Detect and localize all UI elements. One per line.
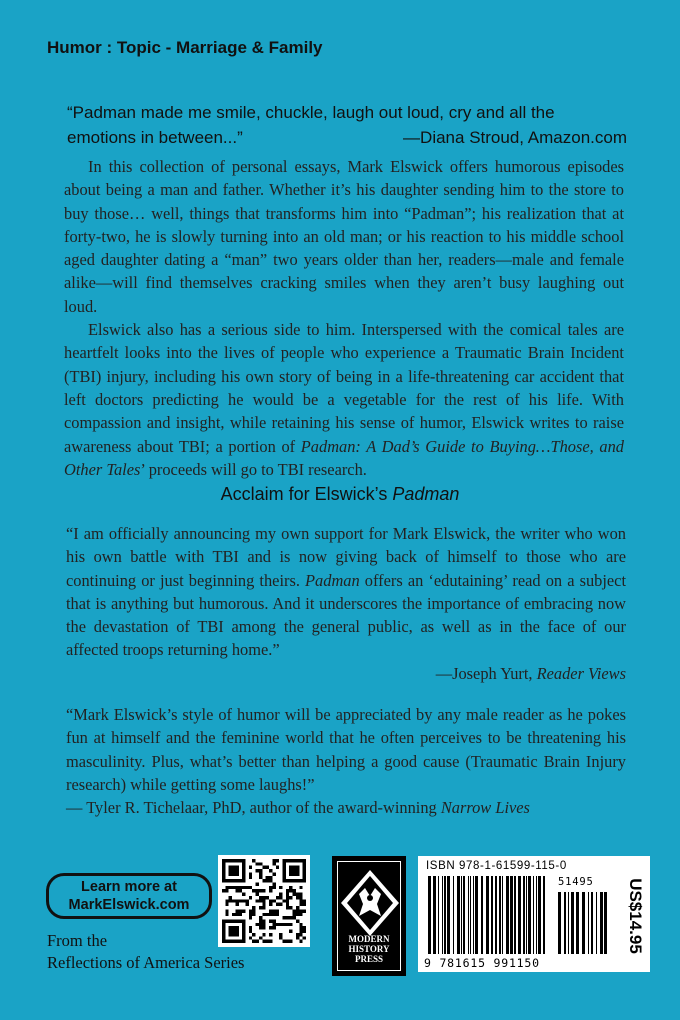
pull-quote — [67, 100, 627, 150]
review-attribution — [66, 796, 626, 819]
book-title: Padman: A Dad’s Guide to Buying…Those, and Other Tales — [64, 436, 624, 479]
publisher-logo — [332, 856, 406, 976]
description-paragraph: In this collection of personal essays, Mark Elswick offers humorous episodes about being a man and father. Whether it’s his daughter sending him to the store to buy those… well, things that transforms him into “Padman”; his realization that at forty-two, he is slowly turning into an old man; or his reaction to his middle school aged daughter dating a “man” two years older than her, readers—male and female alike—will find themselves cracking smiles when they aren’t busy laughing out loud. — [64, 157, 624, 316]
review-source: Reader Views — [536, 663, 626, 683]
acclaim-heading-text: Acclaim for Elswick’s — [220, 484, 393, 504]
pull-quote-attribution: —Diana Stroud, Amazon.com — [403, 128, 627, 147]
category-label: Humor : Topic - Marriage & Family — [47, 38, 323, 57]
series-line: From the — [47, 931, 108, 950]
description-paragraph — [64, 318, 624, 481]
isbn-text: ISBN 978-1-61599-115-0 — [426, 860, 567, 872]
barcode-panel — [418, 856, 650, 972]
price-label — [624, 866, 646, 966]
review-joseph-yurt — [66, 522, 626, 685]
review-book-title: Padman — [305, 570, 360, 590]
price-text: US$14.95 — [626, 878, 645, 954]
publisher-name — [338, 934, 400, 964]
learn-more-link[interactable] — [46, 873, 212, 919]
description-body — [64, 155, 624, 481]
qr-code-graphic — [222, 859, 306, 943]
publisher-name-line: PRESS — [354, 954, 383, 964]
barcode-digits: 9 781615 991150 — [424, 956, 540, 970]
review-text: “Mark Elswick’s style of humor will be appreciated by any male reader as he pokes fun at himself and the feminine world that he often perceives to be threatening his masculinity. Plus, what’s better than helping a good cause (Traumatic Brain Injury research) while getting some laughs!” — [66, 705, 626, 794]
review-attribution-text: — Tyler R. Tichelaar, PhD, author of the award-winning — [66, 798, 441, 818]
qr-code-icon[interactable] — [218, 855, 310, 947]
addon-digits: 51495 — [558, 876, 594, 888]
review-tyler-tichelaar — [66, 703, 626, 819]
review-text-part: offers an ‘edutaining’ read on a subject that is anything but humorous. And it underscores the importance of embracing now the devastation of TBI among the general public, as well as in the face of our affected troops returning home.” — [66, 570, 627, 660]
acclaim-heading-title: Padman — [392, 484, 460, 504]
pull-quote-text: “Padman made me smile, chuckle, laugh out loud, cry and all the emotions in between...” — [67, 103, 555, 147]
publisher-name-line: MODERN — [348, 934, 390, 944]
publisher-name-line: HISTORY — [348, 944, 390, 954]
review-attribution-text: —Joseph Yurt, — [435, 663, 537, 683]
barcode-icon — [422, 876, 622, 956]
review-source: Narrow Lives — [440, 798, 530, 818]
paragraph-text: Elswick also has a serious side to him. Interspersed with the comical tales are heartfelt looks into the lives of people who experience a Traumatic Brain Incident (TBI) injury, including his own story of being in a life-threatening car accident that left doctors predicting he would be a vegetable for the rest of his life. With compassion and insight, while retaining his sense of humor, Elswick writes to raise awareness about TBI; a portion of — [64, 320, 624, 456]
learn-more-text: Learn more at — [81, 879, 177, 895]
review-attribution — [66, 662, 626, 685]
publisher-emblem-icon — [339, 868, 401, 938]
website-url[interactable]: MarkElswick.com — [68, 897, 190, 913]
acclaim-heading — [0, 484, 680, 505]
review-text — [66, 522, 626, 662]
review-text-part: “I am officially announcing my own support for Mark Elswick, the writer who won his own battle with TBI and is now giving back of himself to those who are continuing or just beginning theirs. — [66, 524, 626, 590]
paragraph-text: ’ proceeds will go to TBI research. — [140, 459, 367, 479]
series-name: Reflections of America Series — [47, 953, 245, 972]
